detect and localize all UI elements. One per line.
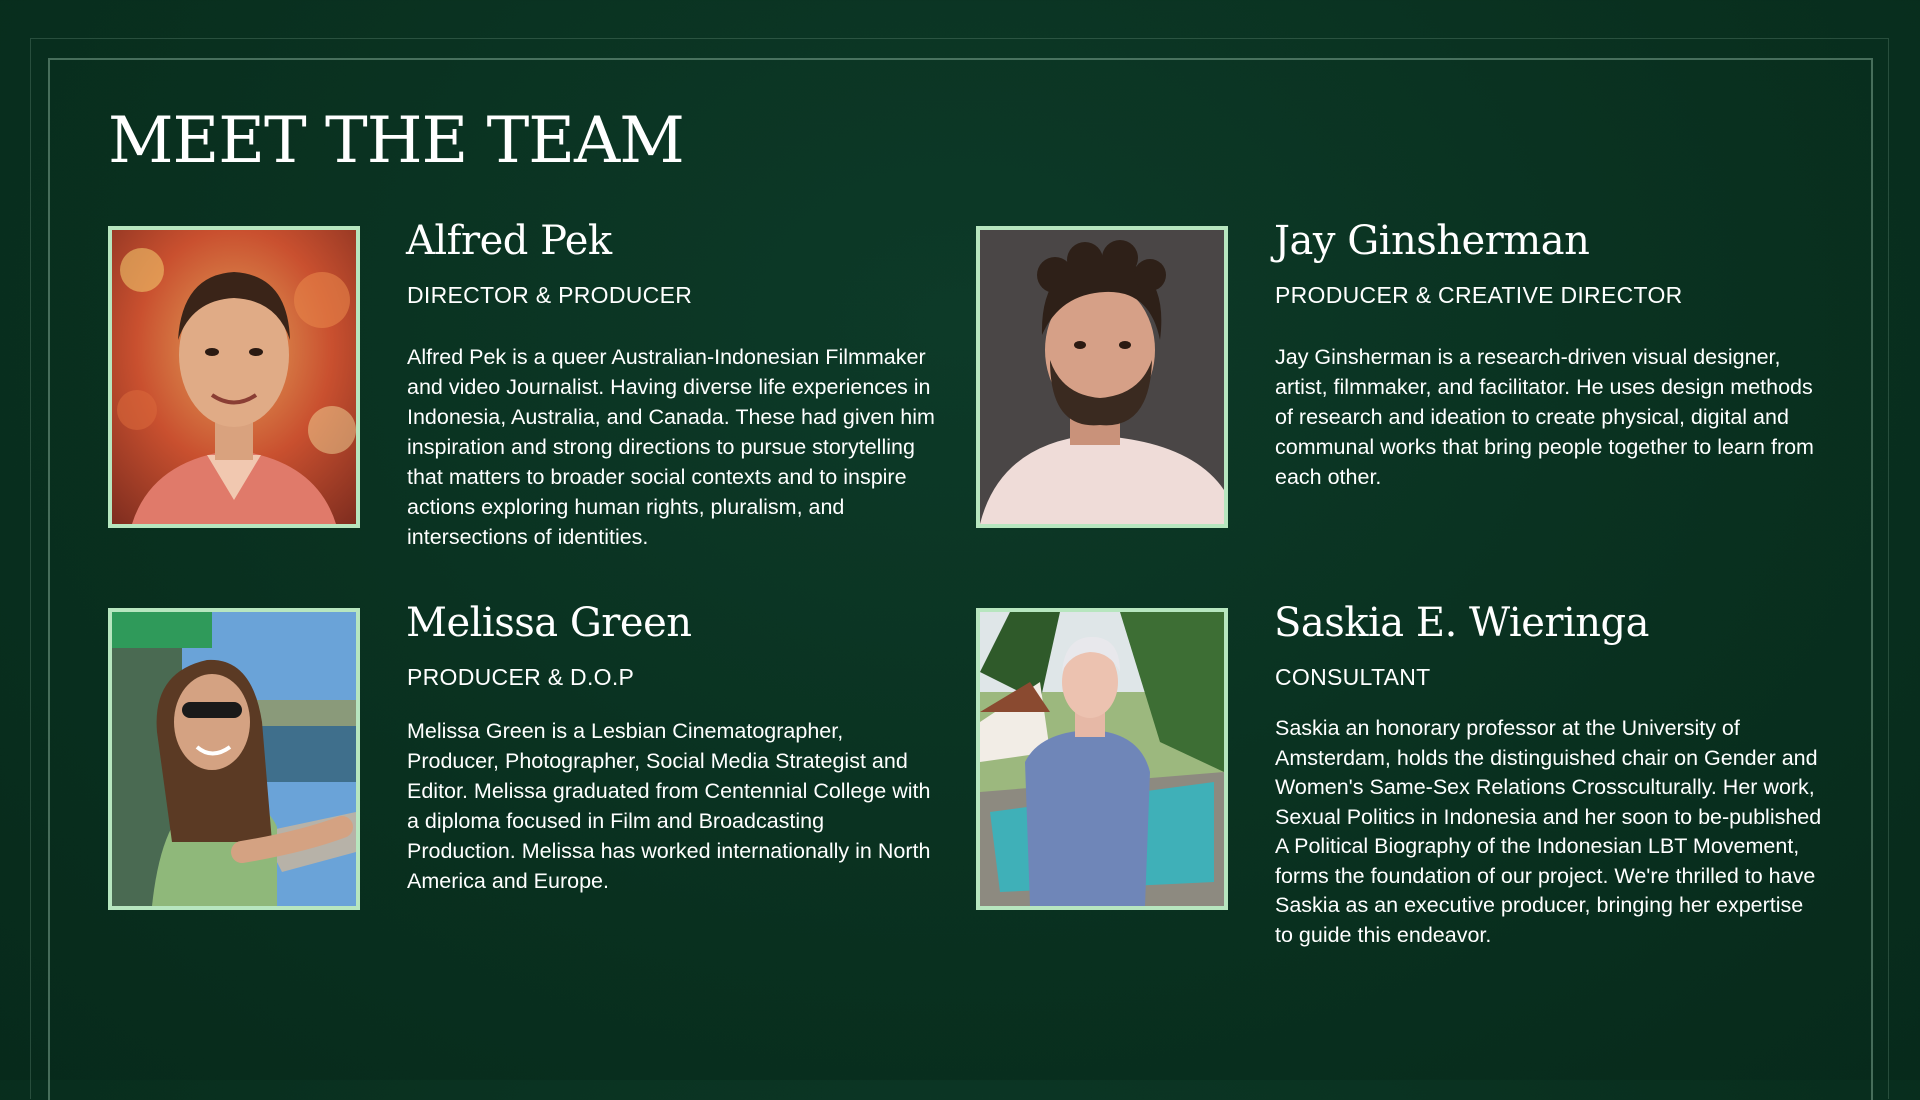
- member-role: PRODUCER & CREATIVE DIRECTOR: [1275, 282, 1683, 308]
- member-role: CONSULTANT: [1275, 664, 1431, 690]
- member-name: Jay Ginsherman: [1274, 218, 1590, 264]
- member-role: PRODUCER & D.O.P: [407, 664, 635, 690]
- member-bio: Melissa Green is a Lesbian Cinematographer, Producer, Photographer, Social Media Strategist and Editor. Melissa graduated from Centennial College with a diploma focused in Film and Broadcasting Production. Melissa has worked internationally in North America and Europe.: [407, 719, 931, 893]
- page-title: MEET THE TEAM: [108, 104, 684, 178]
- portrait-image: [112, 230, 356, 524]
- member-bio: Jay Ginsherman is a research-driven visual designer, artist, filmmaker, and facilitator. He uses design methods of research and ideation to create physical, digital and communal works that bring people together to learn from each other.: [1275, 345, 1814, 489]
- member-name: Saskia E. Wieringa: [1274, 600, 1650, 646]
- member-name: Melissa Green: [406, 600, 692, 646]
- photo-saskia-wieringa: [976, 608, 1228, 910]
- portrait-image: [112, 612, 356, 906]
- member-bio: Alfred Pek is a queer Australian-Indonesian Filmmaker and video Journalist. Having diverse life experiences in Indonesia, Australia, and Canada. These had given him inspiration and strong directions to pursue storytelling that matters to broader social contexts and to inspire actions exploring human rights, pluralism, and intersections of identities.: [407, 345, 935, 549]
- member-role: DIRECTOR & PRODUCER: [407, 282, 693, 308]
- member-name: Alfred Pek: [406, 218, 612, 264]
- photo-alfred-pek: [108, 226, 360, 528]
- photo-jay-ginsherman: [976, 226, 1228, 528]
- portrait-image: [980, 612, 1224, 906]
- portrait-image: [980, 230, 1224, 524]
- photo-melissa-green: [108, 608, 360, 910]
- member-bio: Saskia an honorary professor at the University of Amsterdam, holds the distinguished chair on Gender and Women's Same-Sex Relations Crossculturally. Her work, Sexual Politics in Indonesia and her soon to be-published A Political Biography of the Indonesian LBT Movement, forms the foundation of our project. We're thrilled to have Saskia as an executive producer, bringing her expertise to guide this endeavor.: [1275, 716, 1822, 947]
